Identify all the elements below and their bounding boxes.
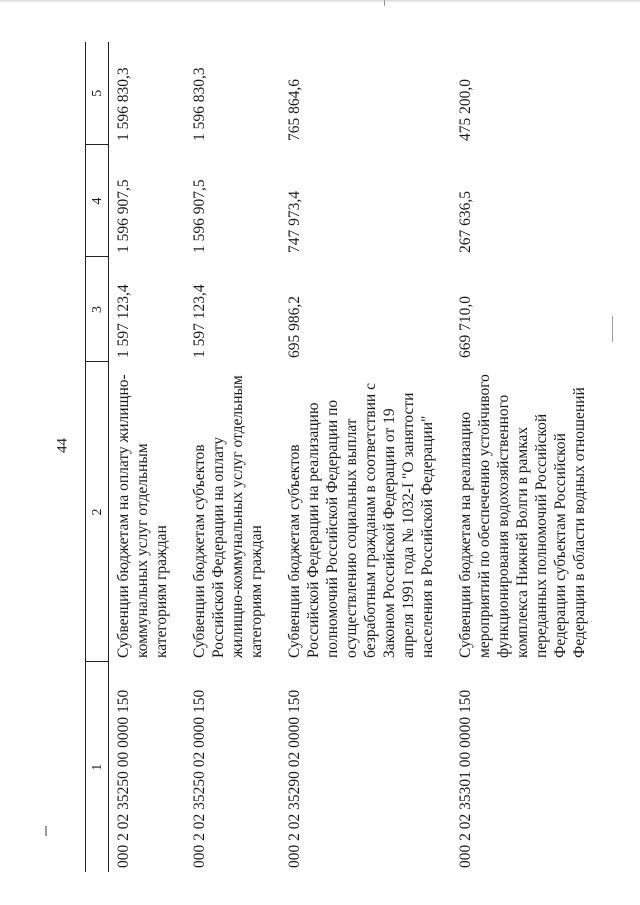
column-header-4: 4 xyxy=(86,145,109,257)
column-header-2: 2 xyxy=(86,362,109,662)
income-name: Субвенции бюджетам субъектов Российской Федерации на оплату жилищно-коммунальных услуг отдельным категориям граждан xyxy=(191,375,265,658)
amount-col3: 1 597 123,4 xyxy=(191,284,208,358)
income-name: Субвенции бюджетам на оплату жилищно-коммунальных услуг отдельным категориям граждан xyxy=(115,374,170,658)
budget-table-container xyxy=(85,42,630,872)
scan-mark-top xyxy=(384,0,385,6)
budget-table xyxy=(85,42,603,872)
amount-col4: 747 973,4 xyxy=(286,191,303,253)
income-name: Субвенции бюджетам субъектов Российской Федерации на реализацию полномочий Российской Федерации по осуществлению социальных выплат безработным гражданам в соответствии с Законом Российской Федерации от 19 апреля 1991 года № 1032-I "О занятости населения в Российской Федерации" xyxy=(286,383,436,658)
table-row xyxy=(109,42,186,872)
scan-mark-bottom xyxy=(45,826,47,836)
amount-col5: 1 596 830,3 xyxy=(191,67,208,141)
amount-col5: 765 864,6 xyxy=(286,79,303,141)
amount-col4: 1 596 907,5 xyxy=(115,179,132,253)
table-row xyxy=(185,42,280,872)
amount-col3: 1 597 123,4 xyxy=(115,284,132,358)
amount-col5: 1 596 830,3 xyxy=(115,67,132,141)
table-header-row xyxy=(86,42,109,872)
page-number: 44 xyxy=(54,438,71,453)
table-row xyxy=(451,42,603,872)
income-name: Субвенции бюджетам на реализацию мероприятий по обеспечению устойчивого функционирования водохозяйственного комплекса Нижней Волги в рамках переданных полномочий Российской Федерации субъектам Российской Федерации в области водных отношений xyxy=(457,374,588,658)
amount-col3: 695 986,2 xyxy=(286,296,303,358)
table-row xyxy=(280,42,451,872)
column-header-1: 1 xyxy=(86,662,109,872)
amount-col4: 1 596 907,5 xyxy=(191,179,208,253)
budget-code: 000 2 02 35250 00 0000 150 xyxy=(115,689,132,868)
amount-col4: 267 636,5 xyxy=(457,191,474,253)
amount-col5: 475 200,0 xyxy=(457,79,474,141)
budget-code: 000 2 02 35250 02 0000 150 xyxy=(191,689,208,868)
amount-col3: 669 710,0 xyxy=(457,296,474,358)
column-header-3: 3 xyxy=(86,257,109,362)
budget-code: 000 2 02 35301 00 0000 150 xyxy=(457,689,474,868)
scan-edge xyxy=(0,0,640,3)
column-header-5: 5 xyxy=(86,42,109,145)
budget-code: 000 2 02 35290 02 0000 150 xyxy=(286,689,303,868)
